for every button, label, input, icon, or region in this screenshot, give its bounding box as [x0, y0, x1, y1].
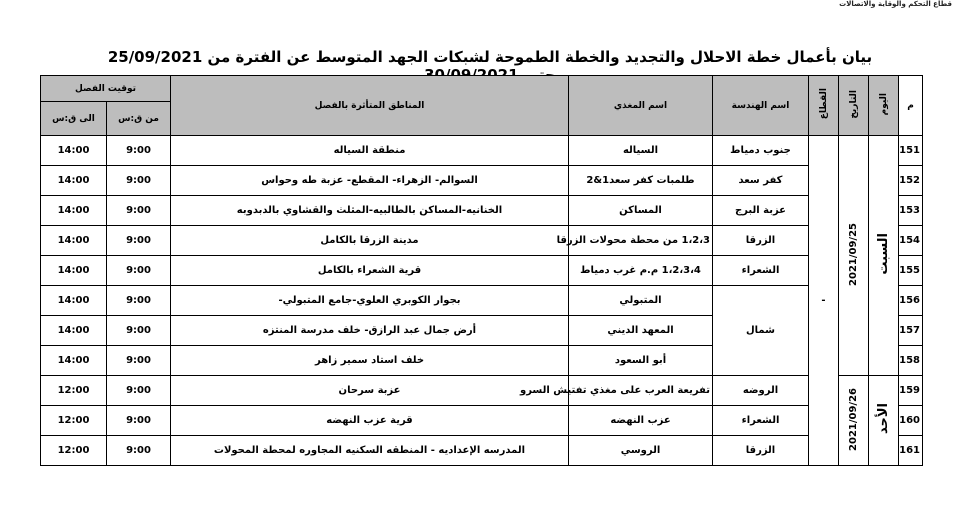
header-from: من ق:س [107, 102, 171, 136]
engineering-cell: شمال [713, 286, 809, 376]
from-cell: 9:00 [107, 136, 171, 166]
header-engineering: اسم الهندسة [713, 76, 809, 136]
from-cell: 9:00 [107, 316, 171, 346]
engineering-cell: كفر سعد [713, 166, 809, 196]
table-row [41, 166, 923, 196]
date-cell: 2021/09/25 [839, 136, 869, 376]
row-num: 155 [899, 256, 923, 286]
to-cell: 14:00 [41, 316, 107, 346]
row-num: 160 [899, 406, 923, 436]
feeder-cell: 1،2،3،4 م.م غرب دمياط [569, 256, 713, 286]
to-cell: 14:00 [41, 226, 107, 256]
feeder-cell: الروسي [569, 436, 713, 466]
table-row [41, 286, 923, 316]
header-feeder: اسم المغذي [569, 76, 713, 136]
header-date: التاريخ [839, 76, 869, 136]
feeder-cell: المتبولي [569, 286, 713, 316]
to-cell: 12:00 [41, 406, 107, 436]
engineering-cell: الشعراء [713, 256, 809, 286]
engineering-cell: الروضه [713, 376, 809, 406]
schedule-table [40, 75, 923, 466]
organization-line: قطاع التحكم والوقاية والاتصالات [839, 0, 952, 8]
document-title: بيان بأعمال خطة الاحلال والتجديد والخطة الطموحة لشبكات الجهد المتوسط عن الفترة من 25/09/2021 [107, 48, 873, 66]
to-cell: 14:00 [41, 136, 107, 166]
from-cell: 9:00 [107, 436, 171, 466]
row-num: 154 [899, 226, 923, 256]
areas-cell: السوالم- الزهراء- المقطع- عزبة طه وحواس [171, 166, 569, 196]
areas-cell: خلف استاد سمير زاهر [171, 346, 569, 376]
header-areas: المناطق المتأثرة بالفصل [171, 76, 569, 136]
to-cell: 12:00 [41, 376, 107, 406]
engineering-cell: جنوب دمياط [713, 136, 809, 166]
row-num: 159 [899, 376, 923, 406]
header-num: م [899, 76, 923, 136]
from-cell: 9:00 [107, 286, 171, 316]
engineering-cell: عزبة البرج [713, 196, 809, 226]
areas-cell: منطقة السياله [171, 136, 569, 166]
from-cell: 9:00 [107, 256, 171, 286]
to-cell: 14:00 [41, 256, 107, 286]
header-sector: القطاع [809, 76, 839, 136]
from-cell: 9:00 [107, 226, 171, 256]
areas-cell: الخنانيه-المساكن بالطالبيه-المثلث والقشاوي بالدبدوبه [171, 196, 569, 226]
engineering-cell: الزرقا [713, 436, 809, 466]
to-cell: 14:00 [41, 196, 107, 226]
areas-cell: مدينة الزرقا بالكامل [171, 226, 569, 256]
areas-cell: بجوار الكوبري العلوي-جامع المتبولي- [171, 286, 569, 316]
sector-cell: - [809, 136, 839, 466]
areas-cell: المدرسه الإعداديه - المنطقه السكنيه المجاوره لمحطة المحولات [171, 436, 569, 466]
areas-cell: قرية الشعراء بالكامل [171, 256, 569, 286]
table-row [41, 376, 923, 406]
row-num: 153 [899, 196, 923, 226]
day-cell: السبت [869, 136, 899, 376]
table-row [41, 196, 923, 226]
from-cell: 9:00 [107, 346, 171, 376]
to-cell: 14:00 [41, 286, 107, 316]
areas-cell: قرية عزب النهضه [171, 406, 569, 436]
feeder-cell: أبو السعود [569, 346, 713, 376]
feeder-cell: 1،2،3 من محطة محولات الزرقا [569, 226, 713, 256]
day-cell: الأحد [869, 376, 899, 466]
table-row [41, 226, 923, 256]
header-day: اليوم [869, 76, 899, 136]
table-row [41, 256, 923, 286]
areas-cell: عزبة سرحان [171, 376, 569, 406]
engineering-cell: الزرقا [713, 226, 809, 256]
date-cell: 2021/09/26 [839, 376, 869, 466]
table-row [41, 136, 923, 166]
feeder-cell: المعهد الديني [569, 316, 713, 346]
areas-cell: أرض جمال عبد الرازق- خلف مدرسة المنتزه [171, 316, 569, 346]
row-num: 158 [899, 346, 923, 376]
from-cell: 9:00 [107, 196, 171, 226]
from-cell: 9:00 [107, 406, 171, 436]
table-row [41, 436, 923, 466]
feeder-cell: تفريعة العرب على مغذي تفتيش السرو [569, 376, 713, 406]
row-num: 161 [899, 436, 923, 466]
feeder-cell: عزب النهضه [569, 406, 713, 436]
header-to: الى ق:س [41, 102, 107, 136]
row-num: 156 [899, 286, 923, 316]
feeder-cell: طلمبات كفر سعد1&2 [569, 166, 713, 196]
feeder-cell: المساكن [569, 196, 713, 226]
to-cell: 14:00 [41, 346, 107, 376]
to-cell: 12:00 [41, 436, 107, 466]
engineering-cell: الشعراء [713, 406, 809, 436]
row-num: 151 [899, 136, 923, 166]
from-cell: 9:00 [107, 166, 171, 196]
feeder-cell: السياله [569, 136, 713, 166]
table-row [41, 406, 923, 436]
row-num: 157 [899, 316, 923, 346]
from-cell: 9:00 [107, 376, 171, 406]
to-cell: 14:00 [41, 166, 107, 196]
header-time-group: توقيت الفصل [41, 76, 171, 102]
row-num: 152 [899, 166, 923, 196]
